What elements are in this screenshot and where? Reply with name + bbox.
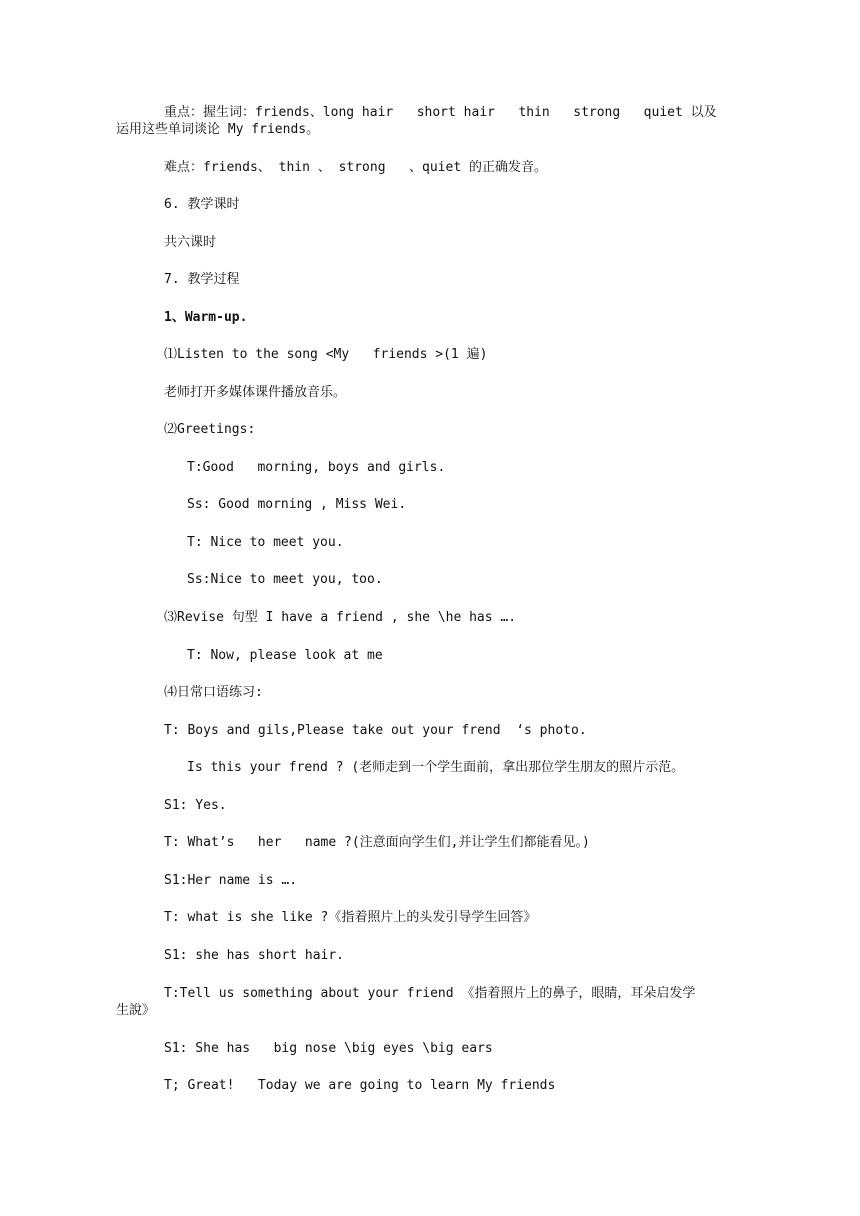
dialogue-line: Ss: Good morning , Miss Wei.	[187, 497, 407, 512]
dialogue-paragraph: T:Tell us something about your friend 《指着照片上的鼻子，眼睛，耳朵启发学 生說》	[116, 986, 696, 1018]
dialogue-line: Is this your frend ? (老师走到一个学生面前，拿出那位学生朋友的照片示范。	[187, 760, 685, 775]
dialogue-line: S1: she has short hair.	[164, 948, 345, 963]
dialogue-line: T: Boys and gils,Please take out your frend ‘s photo.	[164, 723, 587, 738]
difficulties-line: 难点：friends、 thin 、 strong 、quiet 的正确发音。	[164, 160, 547, 175]
dialogue-line: T: Nice to meet you.	[187, 535, 344, 550]
section-6-heading: 6. 教学课时	[164, 197, 240, 212]
periods-line: 共六课时	[164, 235, 217, 250]
listen-line: ⑴Listen to the song <My friends >(1 遍)	[164, 347, 488, 362]
teacher-music-line: 老师打开多媒体课件播放音乐。	[164, 385, 347, 400]
dialogue-line: S1: She has big nose \big eyes \big ears	[164, 1041, 493, 1056]
greetings-line: ⑵Greetings:	[164, 422, 256, 437]
dialogue-line: T:Good morning, boys and girls.	[187, 460, 446, 475]
dialogue-line: T: Now, please look at me	[187, 648, 383, 663]
step-1-heading: 1、Warm-up.	[164, 310, 248, 325]
revise-line: ⑶Revise 句型 I have a friend , she \he has ….	[164, 610, 517, 625]
key-points-paragraph: 重点：握生词：friends、long hair short hair thin strong quiet 以及 运用这些单词谈论 My friends。	[116, 105, 717, 137]
dialogue-line: Ss:Nice to meet you, too.	[187, 572, 383, 587]
dialogue-line: S1:Her name is ….	[164, 873, 298, 888]
section-7-heading: 7. 教学过程	[164, 272, 240, 287]
dialogue-line: T: What’s her name ?(注意面向学生们,并让学生们都能看见。)	[164, 835, 590, 850]
dialogue-line: T; Great! Today we are going to learn My friends	[164, 1078, 556, 1093]
dialogue-line: T: what is she like ?《指着照片上的头发引导学生回答》	[164, 910, 537, 925]
dialogue-line: S1: Yes.	[164, 798, 227, 813]
daily-practice-line: ⑷日常口语练习:	[164, 685, 263, 700]
